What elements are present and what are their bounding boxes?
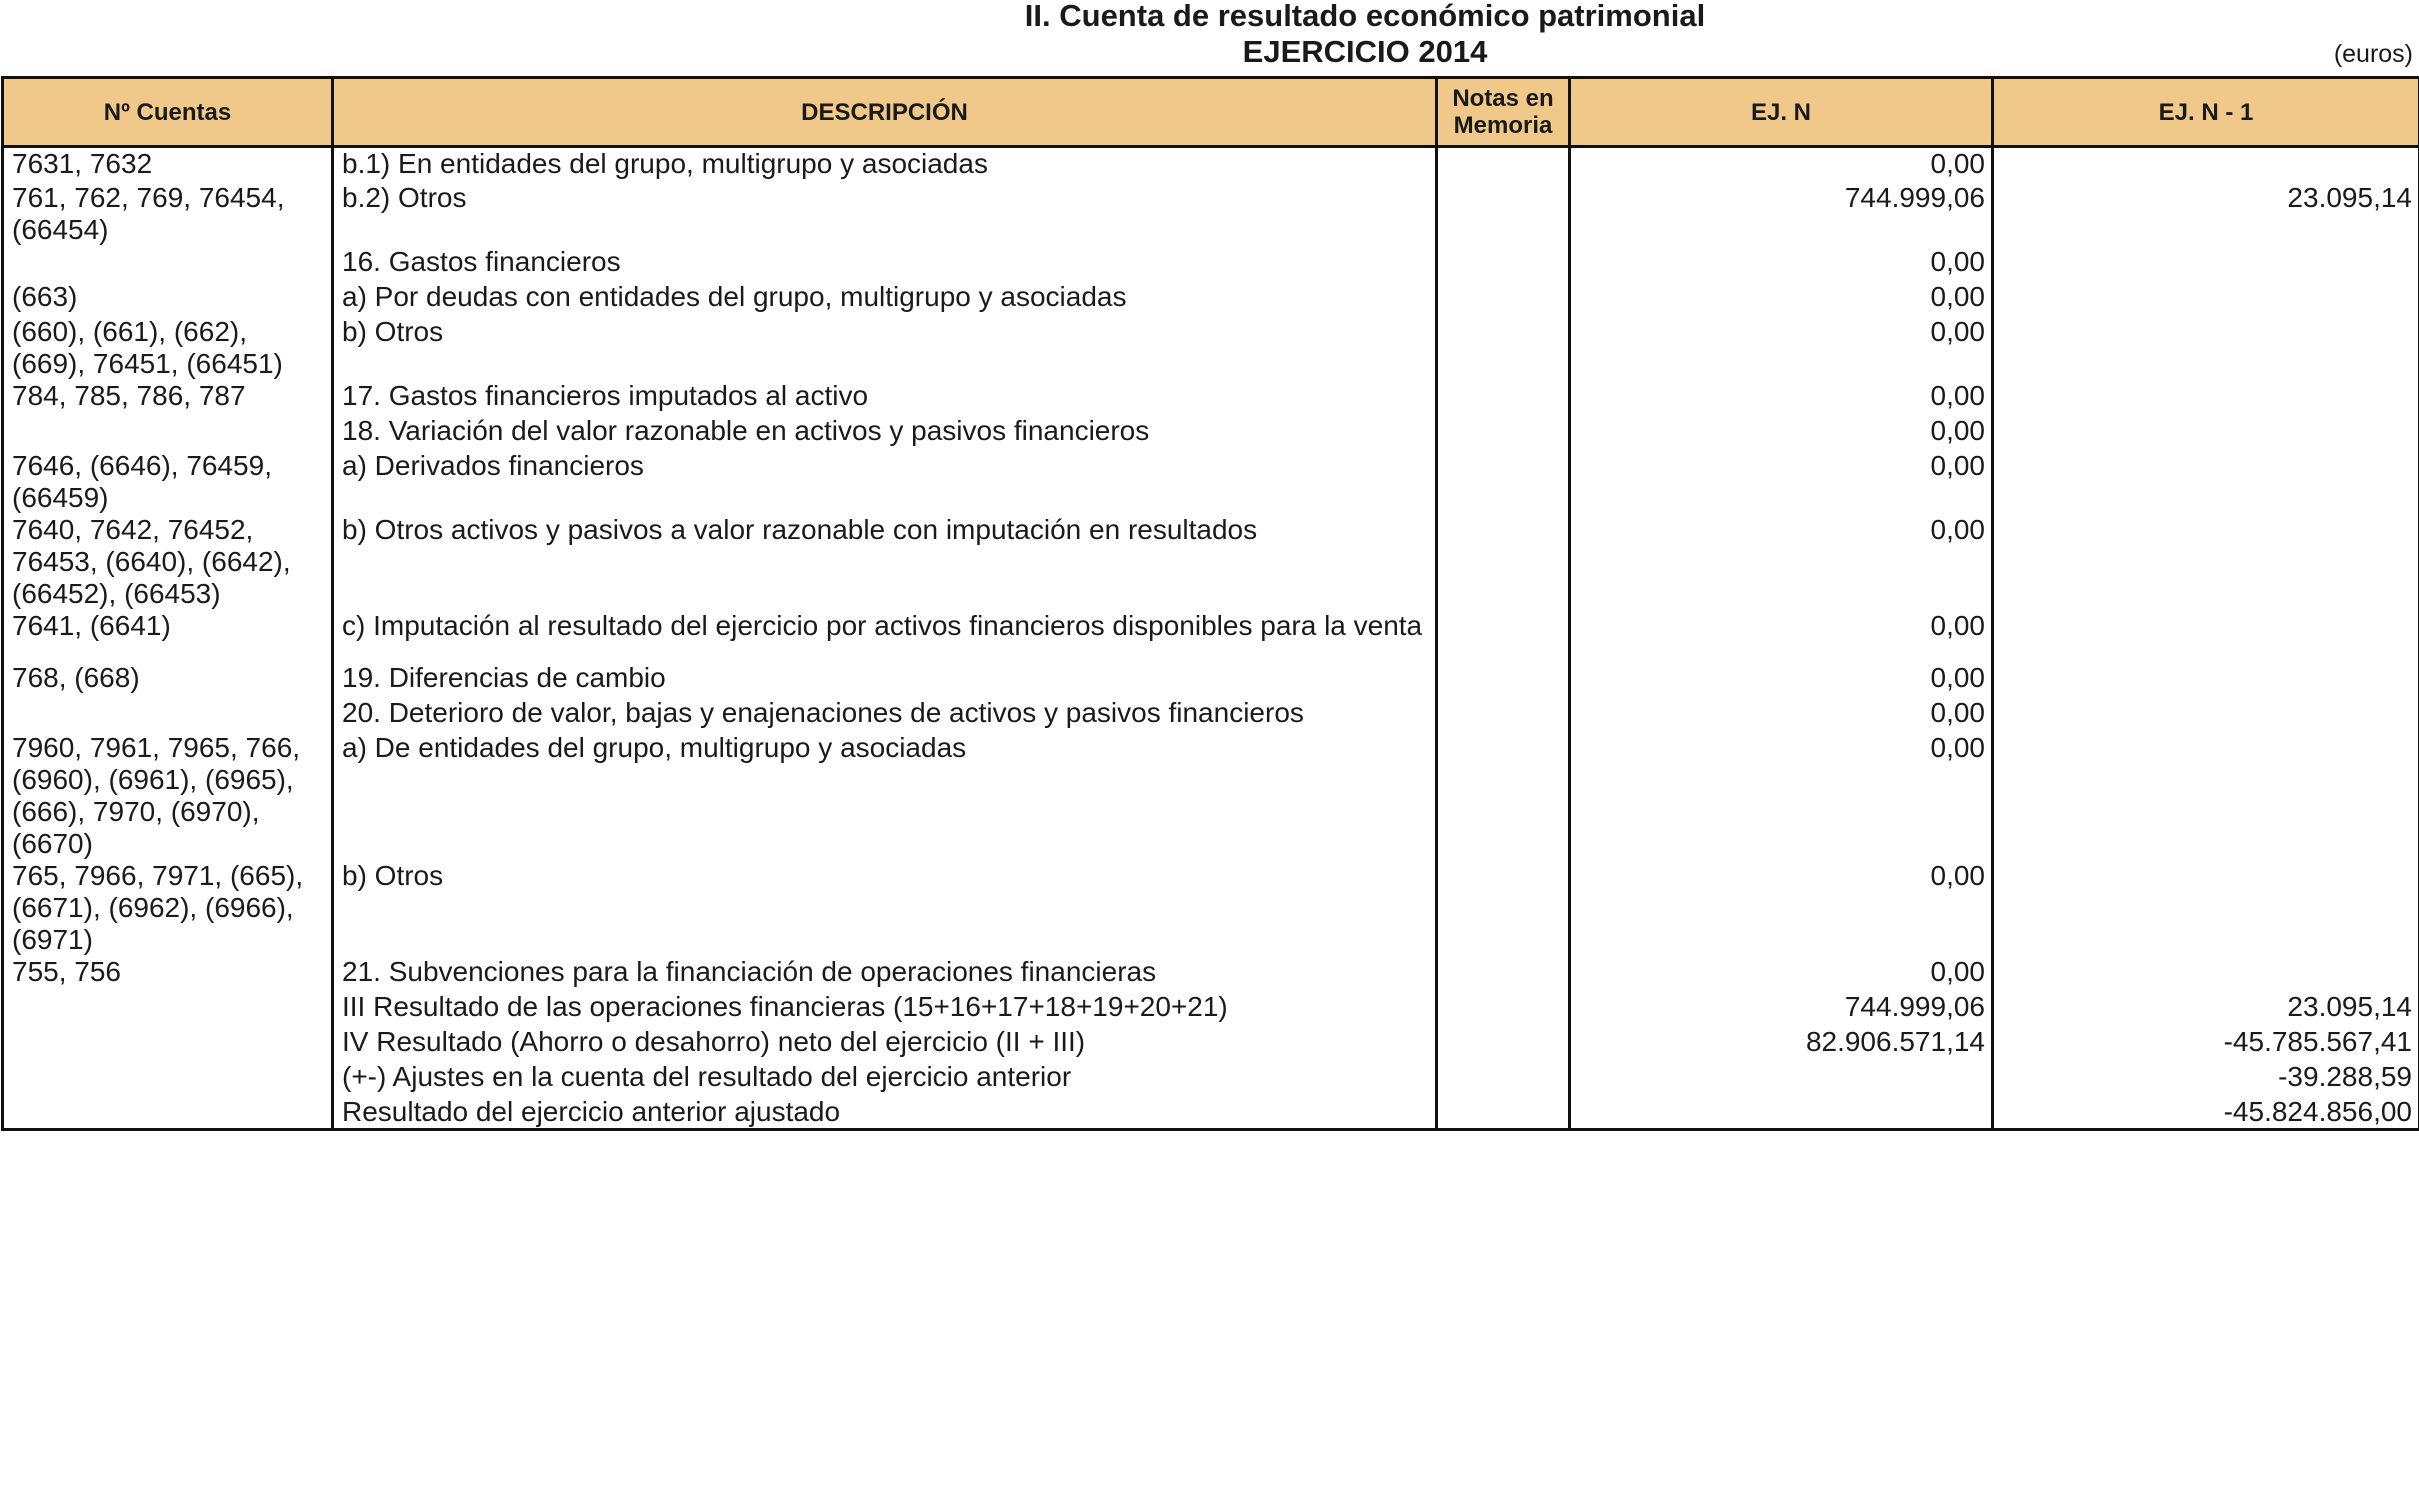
table-row [3, 991, 2419, 1026]
current-year-amount: 0,00 [1570, 662, 1993, 697]
account-codes-cell [3, 697, 333, 732]
description-cell: a) Derivados financieros [333, 450, 1437, 514]
notes-cell [1437, 860, 1570, 956]
current-year-amount [1570, 1096, 1993, 1130]
description-cell: b) Otros [333, 316, 1437, 380]
description-cell: 19. Diferencias de cambio [333, 662, 1437, 697]
table-row [3, 147, 2419, 182]
current-year-amount: 0,00 [1570, 697, 1993, 732]
description-cell: IV Resultado (Ahorro o desahorro) neto del ejercicio (II + III) [333, 1026, 1437, 1061]
current-year-amount [1570, 1061, 1993, 1096]
column-header-current-year: EJ. N [1570, 78, 1993, 147]
report-title: II. Cuenta de resultado económico patrimonial [1024, 0, 1706, 33]
current-year-amount: 0,00 [1570, 514, 1993, 610]
current-year-amount: 0,00 [1570, 610, 1993, 662]
description-cell: Resultado del ejercicio anterior ajustado [333, 1096, 1437, 1130]
previous-year-amount [1993, 514, 2419, 610]
description-cell: b.1) En entidades del grupo, multigrupo y asociadas [333, 147, 1437, 182]
previous-year-amount [1993, 246, 2419, 281]
notes-cell [1437, 1096, 1570, 1130]
current-year-amount: 0,00 [1570, 380, 1993, 415]
account-codes-cell: 7646, (6646), 76459, (66459) [3, 450, 333, 514]
notes-cell [1437, 316, 1570, 380]
table-row [3, 246, 2419, 281]
description-cell: 17. Gastos financieros imputados al activo [333, 380, 1437, 415]
notes-cell [1437, 732, 1570, 860]
account-codes-cell: 755, 756 [3, 956, 333, 991]
account-codes-cell [3, 415, 333, 450]
table-row [3, 610, 2419, 662]
account-codes-cell: 7640, 7642, 76452, 76453, (6640), (6642), (66452), (66453) [3, 514, 333, 610]
column-header-previous-year: EJ. N - 1 [1993, 78, 2419, 147]
notes-cell [1437, 956, 1570, 991]
account-codes-cell: 7631, 7632 [3, 147, 333, 182]
account-codes-cell: (663) [3, 281, 333, 316]
current-year-amount: 0,00 [1570, 281, 1993, 316]
account-codes-cell [3, 1026, 333, 1061]
account-codes-cell: 768, (668) [3, 662, 333, 697]
currency-units-label: (euros) [2333, 40, 2413, 68]
previous-year-amount [1993, 147, 2419, 182]
column-header-accounts: Nº Cuentas [3, 78, 333, 147]
previous-year-amount: -45.785.567,41 [1993, 1026, 2419, 1061]
previous-year-amount [1993, 860, 2419, 956]
current-year-amount: 82.906.571,14 [1570, 1026, 1993, 1061]
notes-cell [1437, 380, 1570, 415]
notes-cell [1437, 450, 1570, 514]
account-codes-cell [3, 1096, 333, 1130]
current-year-amount: 0,00 [1570, 956, 1993, 991]
table-row [3, 281, 2419, 316]
table-row [3, 732, 2419, 860]
current-year-amount: 744.999,06 [1570, 991, 1993, 1026]
notes-cell [1437, 246, 1570, 281]
current-year-amount: 0,00 [1570, 860, 1993, 956]
notes-cell [1437, 697, 1570, 732]
previous-year-amount: 23.095,14 [1993, 182, 2419, 246]
current-year-amount: 0,00 [1570, 415, 1993, 450]
account-codes-cell: 7960, 7961, 7965, 766, (6960), (6961), (6965), (666), 7970, (6970), (6670) [3, 732, 333, 860]
table-row [3, 956, 2419, 991]
report-fiscal-year: EJERCICIO 2014 [1242, 34, 1488, 69]
notes-cell [1437, 1026, 1570, 1061]
previous-year-amount [1993, 450, 2419, 514]
previous-year-amount [1993, 281, 2419, 316]
notes-cell [1437, 415, 1570, 450]
income-statement-table [1, 76, 2419, 1131]
description-cell: a) De entidades del grupo, multigrupo y asociadas [333, 732, 1437, 860]
current-year-amount: 0,00 [1570, 246, 1993, 281]
description-cell: b.2) Otros [333, 182, 1437, 246]
description-cell: (+-) Ajustes en la cuenta del resultado del ejercicio anterior [333, 1061, 1437, 1096]
description-cell: 16. Gastos financieros [333, 246, 1437, 281]
previous-year-amount: -39.288,59 [1993, 1061, 2419, 1096]
previous-year-amount: -45.824.856,00 [1993, 1096, 2419, 1130]
table-row [3, 860, 2419, 956]
table-row [3, 514, 2419, 610]
account-codes-cell [3, 246, 333, 281]
notes-cell [1437, 1061, 1570, 1096]
previous-year-amount [1993, 697, 2419, 732]
table-row [3, 450, 2419, 514]
account-codes-cell: 7641, (6641) [3, 610, 333, 662]
previous-year-amount [1993, 956, 2419, 991]
table-row [3, 182, 2419, 246]
description-cell: III Resultado de las operaciones financieras (15+16+17+18+19+20+21) [333, 991, 1437, 1026]
table-row [3, 380, 2419, 415]
table-row [3, 316, 2419, 380]
previous-year-amount [1993, 380, 2419, 415]
description-cell: a) Por deudas con entidades del grupo, multigrupo y asociadas [333, 281, 1437, 316]
previous-year-amount [1993, 415, 2419, 450]
description-cell: 21. Subvenciones para la financiación de operaciones financieras [333, 956, 1437, 991]
account-codes-cell: 784, 785, 786, 787 [3, 380, 333, 415]
report-header [0, 0, 2419, 76]
table-body [3, 147, 2419, 1130]
account-codes-cell: 761, 762, 769, 76454, (66454) [3, 182, 333, 246]
description-cell: 20. Deterioro de valor, bajas y enajenaciones de activos y pasivos financieros [333, 697, 1437, 732]
notes-cell [1437, 514, 1570, 610]
account-codes-cell: (660), (661), (662), (669), 76451, (66451) [3, 316, 333, 380]
account-codes-cell: 765, 7966, 7971, (665), (6671), (6962), (6966), (6971) [3, 860, 333, 956]
previous-year-amount [1993, 732, 2419, 860]
column-header-description: DESCRIPCIÓN [333, 78, 1437, 147]
notes-cell [1437, 991, 1570, 1026]
notes-cell [1437, 281, 1570, 316]
table-header-row [3, 78, 2419, 147]
current-year-amount: 0,00 [1570, 732, 1993, 860]
current-year-amount: 0,00 [1570, 316, 1993, 380]
previous-year-amount [1993, 316, 2419, 380]
table-row [3, 415, 2419, 450]
account-codes-cell [3, 1061, 333, 1096]
description-cell: b) Otros activos y pasivos a valor razonable con imputación en resultados [333, 514, 1437, 610]
notes-cell [1437, 147, 1570, 182]
table-row [3, 662, 2419, 697]
current-year-amount: 0,00 [1570, 450, 1993, 514]
notes-cell [1437, 182, 1570, 246]
notes-cell [1437, 610, 1570, 662]
description-cell: 18. Variación del valor razonable en activos y pasivos financieros [333, 415, 1437, 450]
column-header-notes: Notas en Memoria [1437, 78, 1570, 147]
description-cell: c) Imputación al resultado del ejercicio por activos financieros disponibles para la venta [333, 610, 1437, 662]
previous-year-amount [1993, 610, 2419, 662]
previous-year-amount: 23.095,14 [1993, 991, 2419, 1026]
description-cell: b) Otros [333, 860, 1437, 956]
current-year-amount: 744.999,06 [1570, 182, 1993, 246]
account-codes-cell [3, 991, 333, 1026]
table-row [3, 1061, 2419, 1096]
table-row [3, 1026, 2419, 1061]
table-row [3, 697, 2419, 732]
current-year-amount: 0,00 [1570, 147, 1993, 182]
notes-cell [1437, 662, 1570, 697]
previous-year-amount [1993, 662, 2419, 697]
table-row [3, 1096, 2419, 1130]
